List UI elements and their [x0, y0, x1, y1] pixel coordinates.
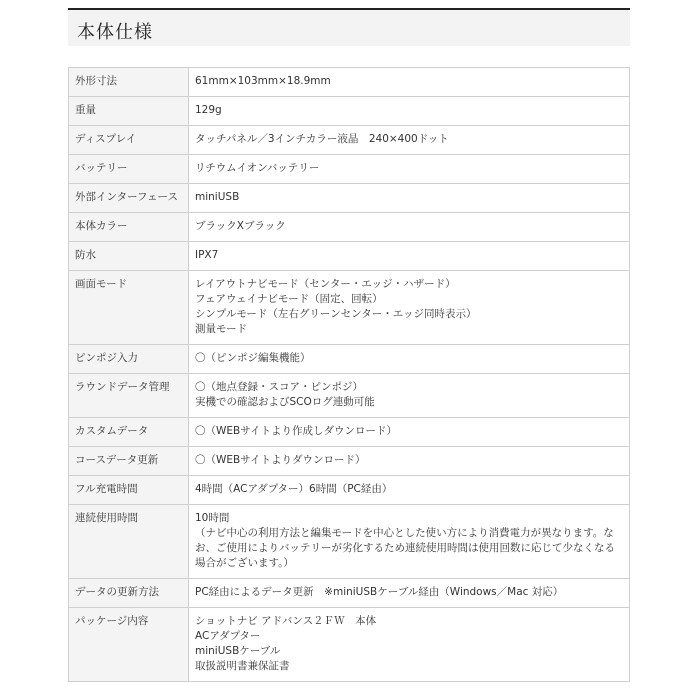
spec-value — [189, 126, 630, 155]
spec-value-line: miniUSBケーブル — [195, 645, 281, 657]
spec-value-line: 10時間 — [195, 512, 230, 524]
spec-value-line: miniUSB — [195, 191, 240, 203]
spec-row — [69, 579, 630, 608]
spec-label: 連続使用時間 — [69, 505, 189, 579]
spec-value-line: PC経由によるデータ更新 ※miniUSBケーブル経由（Windows／Mac 対応） — [195, 586, 564, 598]
spec-label: 本体カラー — [69, 213, 189, 242]
spec-value-line: IPX7 — [195, 249, 219, 261]
spec-value — [189, 68, 630, 97]
spec-value — [189, 345, 630, 374]
spec-value-line: 61mm×103mm×18.9mm — [195, 75, 331, 87]
spec-value — [189, 271, 630, 345]
spec-value-line: 〇（WEBサイトよりダウンロード） — [195, 454, 366, 466]
spec-row — [69, 213, 630, 242]
spec-value-line: リチウムイオンバッテリー — [195, 162, 320, 174]
section-title: 本体仕様 — [77, 22, 153, 43]
spec-value — [189, 213, 630, 242]
spec-value-line: ブラックXブラック — [195, 220, 286, 232]
spec-row — [69, 184, 630, 213]
spec-value-line: ショットナビ アドバンス２ＦＷ 本体 — [195, 615, 377, 627]
spec-value — [189, 97, 630, 126]
spec-label: 外部インターフェース — [69, 184, 189, 213]
spec-value — [189, 476, 630, 505]
spec-label: コースデータ更新 — [69, 447, 189, 476]
spec-value-line: （ナビ中心の利用方法と編集モードを中心とした使い方により消費電力が異なります。なお、ご使用によりバッテリーが劣化するため連続使用時間は使用回数に応じて少なくなる場合がございます。） — [195, 527, 615, 569]
spec-row — [69, 155, 630, 184]
spec-label: ラウンドデータ管理 — [69, 374, 189, 418]
spec-value-line: ACアダプター — [195, 630, 261, 642]
spec-value-line: レイアウトナビモード（センター・エッジ・ハザード） — [195, 278, 456, 290]
spec-value — [189, 447, 630, 476]
spec-row — [69, 505, 630, 579]
spec-label: カスタムデータ — [69, 418, 189, 447]
spec-label: 重量 — [69, 97, 189, 126]
spec-table-body — [69, 68, 630, 682]
spec-value — [189, 155, 630, 184]
spec-value — [189, 608, 630, 682]
spec-row — [69, 97, 630, 126]
spec-value — [189, 579, 630, 608]
spec-row — [69, 374, 630, 418]
spec-row — [69, 476, 630, 505]
spec-value-line: 〇（ピンポジ編集機能） — [195, 352, 311, 364]
spec-value-line: 129g — [195, 104, 222, 116]
spec-row — [69, 126, 630, 155]
spec-table — [68, 67, 630, 682]
spec-value — [189, 184, 630, 213]
spec-row — [69, 271, 630, 345]
section-header — [68, 8, 630, 46]
spec-row — [69, 447, 630, 476]
spec-value-line: 測量モード — [195, 323, 248, 335]
spec-label: ピンポジ入力 — [69, 345, 189, 374]
spec-value-line: 〇（WEBサイトより作成しダウンロード） — [195, 425, 397, 437]
spec-label: ディスプレイ — [69, 126, 189, 155]
spec-label: 外形寸法 — [69, 68, 189, 97]
spec-value — [189, 374, 630, 418]
spec-row — [69, 418, 630, 447]
spec-label: 防水 — [69, 242, 189, 271]
spec-value-line: 実機での確認およびSCOログ連動可能 — [195, 396, 375, 408]
spec-row — [69, 242, 630, 271]
spec-row — [69, 608, 630, 682]
spec-value — [189, 418, 630, 447]
spec-value-line: 取扱説明書兼保証書 — [195, 660, 290, 672]
spec-value-line: 4時間（ACアダプター）6時間（PC経由） — [195, 483, 393, 495]
spec-label: バッテリー — [69, 155, 189, 184]
spec-row — [69, 345, 630, 374]
spec-value-line: タッチパネル／3インチカラー液晶 240×400ドット — [195, 133, 449, 145]
spec-value — [189, 505, 630, 579]
spec-label: フル充電時間 — [69, 476, 189, 505]
spec-value — [189, 242, 630, 271]
spec-value-line: シンプルモード（左右グリーンセンター・エッジ同時表示） — [195, 308, 477, 320]
spec-label: データの更新方法 — [69, 579, 189, 608]
spec-label: 画面モード — [69, 271, 189, 345]
spec-value-line: フェアウェイナビモード（固定、回転） — [195, 293, 383, 305]
spec-row — [69, 68, 630, 97]
spec-label: パッケージ内容 — [69, 608, 189, 682]
spec-value-line: 〇（地点登録・スコア・ピンポジ） — [195, 381, 363, 393]
